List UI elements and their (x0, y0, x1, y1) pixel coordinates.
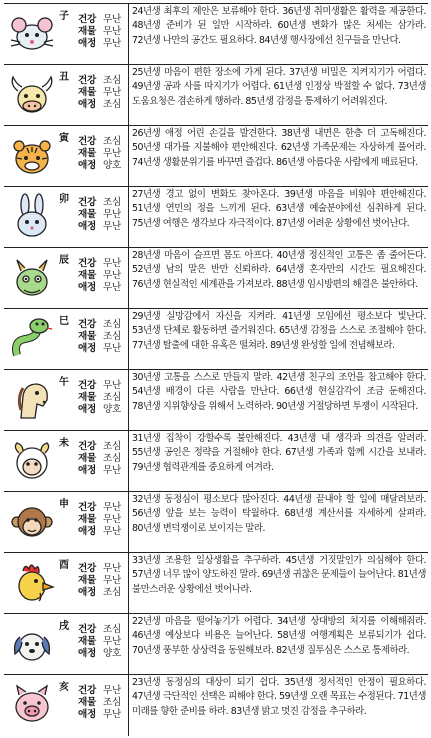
fortune-label-value: 조심 (103, 319, 121, 330)
fortune-label-value: 양호 (103, 404, 121, 416)
fortune-label-value: 무난 (103, 514, 121, 526)
sheep-icon (7, 437, 57, 485)
zodiac-cell (4, 65, 129, 125)
zodiac-row (4, 126, 428, 187)
zodiac-hanja: 巳 (59, 316, 69, 327)
fortune-label-value: 조심 (103, 441, 121, 452)
fortune-label-value: 조심 (103, 392, 121, 404)
zodiac-cell (4, 675, 129, 736)
fortune-label-name: 건강 (78, 624, 96, 635)
fortune-label-row (78, 75, 128, 87)
fortune-label-name: 애정 (78, 282, 96, 294)
rabbit-icon (7, 193, 57, 241)
fortune-label-value: 무난 (103, 148, 121, 160)
fortune-labels (78, 75, 128, 112)
fortune-label-name: 애정 (78, 526, 96, 538)
fortune-label-row (78, 441, 128, 453)
fortune-label-row (78, 587, 128, 599)
zodiac-cell (4, 248, 129, 308)
fortune-label-name: 애정 (78, 221, 96, 233)
fortune-text: 33년생 조용한 일상생활을 추구하라. 45년생 거짓말인가 의심해야 한다. 57년생 너무 많이 양도하진 말라. 69년생 귀찮은 문제들이 늘어난다. 81년생 불만스러운 상황에선 벗어나라. (132, 555, 426, 595)
fortune-text: 30년생 고통을 스스로 만들지 말라. 42년생 친구의 조언을 참고해야 한다. 54년생 배경이 다른 사람을 만난다. 66년생 현실감각이 조금 둔해진다. 78년생 지위향상을 위해서 노력하라. 90년생 거절당하면 투쟁이 시작된다. (132, 372, 426, 412)
zodiac-cell (4, 492, 129, 552)
fortune-label-value: 조심 (103, 587, 121, 599)
zodiac-hanja: 寅 (59, 133, 69, 144)
monkey-icon (7, 498, 57, 546)
zodiac-cell (4, 126, 129, 186)
fortune-label-row (78, 221, 128, 233)
fortune-label-value: 무난 (103, 38, 121, 50)
fortune-text: 27년생 경고 없이 변화도 찾아온다. 39년생 마음을 비워야 편안해진다. 51년생 연민의 정을 느끼게 된다. 63년생 예술분야에선 심취하게 된다. 75년생 여행은 생각보다 자극적이다. 87년생 어려운 상황에선 벗어난다. (132, 189, 426, 229)
fortune-label-name: 건강 (78, 319, 96, 330)
zodiac-cell (4, 553, 129, 613)
fortune-labels (78, 319, 128, 356)
zodiac-hanja: 卯 (59, 194, 69, 205)
zodiac-cell (4, 187, 129, 247)
fortune-text: 29년생 실망감에서 자신을 지켜라. 41년생 모임에선 평소보다 빛난다. 53년생 단체로 활동하면 즐거워진다. 65년생 감정을 스스로 조절해야 한다. 77년생 탈출에 대한 유혹은 떨쳐라. 89년생 완성할 일에 전념해보라. (132, 311, 426, 351)
fortune-labels (78, 14, 128, 51)
fortune-label-name: 재물 (78, 148, 96, 160)
fortune-label-row (78, 380, 128, 392)
fortune-labels (78, 136, 128, 173)
zodiac-row (4, 431, 428, 492)
zodiac-row (4, 675, 428, 736)
fortune-label-row (78, 319, 128, 331)
fortune-label-row (78, 160, 128, 172)
fortune-label-name: 재물 (78, 26, 96, 38)
fortune-label-row (78, 14, 128, 26)
fortune-label-value: 무난 (103, 380, 121, 391)
zodiac-fortune-table (4, 3, 428, 735)
fortune-labels (78, 563, 128, 600)
zodiac-row (4, 65, 428, 126)
zodiac-hanja: 午 (59, 377, 69, 388)
fortune-label-value: 조심 (103, 453, 121, 465)
zodiac-cell (4, 431, 129, 491)
zodiac-row (4, 553, 428, 614)
fortune-label-row (78, 136, 128, 148)
fortune-label-name: 재물 (78, 575, 96, 587)
rat-icon (7, 10, 57, 58)
zodiac-hanja: 戌 (59, 621, 69, 632)
fortune-label-row (78, 392, 128, 404)
fortune-label-value: 조심 (103, 99, 121, 111)
fortune-label-value: 무난 (103, 563, 121, 574)
zodiac-hanja: 未 (59, 438, 69, 449)
fortune-label-name: 건강 (78, 563, 96, 574)
fortune-label-row (78, 270, 128, 282)
fortune-label-value: 무난 (103, 282, 121, 294)
fortune-label-value: 양호 (103, 648, 121, 660)
fortune-label-row (78, 343, 128, 355)
fortune-label-name: 애정 (78, 343, 96, 355)
zodiac-hanja: 丑 (59, 72, 69, 83)
fortune-label-name: 건강 (78, 258, 96, 269)
fortune-label-name: 재물 (78, 453, 96, 465)
fortune-label-name: 건강 (78, 136, 96, 147)
fortune-label-name: 건강 (78, 380, 96, 391)
fortune-label-row (78, 624, 128, 636)
fortune-label-name: 재물 (78, 636, 96, 648)
fortune-label-name: 건강 (78, 685, 96, 696)
fortune-label-row (78, 526, 128, 538)
ox-icon (7, 71, 57, 119)
fortune-label-row (78, 331, 128, 343)
fortune-label-name: 재물 (78, 209, 96, 221)
zodiac-row (4, 614, 428, 675)
fortune-label-row (78, 282, 128, 294)
fortune-label-row (78, 87, 128, 99)
fortune-label-value: 조심 (103, 75, 121, 86)
fortune-label-name: 애정 (78, 587, 96, 599)
zodiac-row (4, 492, 428, 553)
fortune-label-row (78, 685, 128, 697)
fortune-label-name: 애정 (78, 709, 96, 721)
fortune-label-value: 무난 (103, 14, 121, 25)
fortune-text: 32년생 동정심이 평소보다 많아진다. 44년생 끝내야 할 일에 매달려보라. 56년생 앞을 보는 능력이 탁월하다. 68년생 계산서를 자세하게 살펴라. 80년생 변덕쟁이로 보이지는 말라. (132, 494, 426, 534)
fortune-text: 31년생 집착이 강할수록 불안해진다. 43년생 내 생각과 의견을 알려라. 55년생 공인은 정략을 거절해야 한다. 67년생 가족과 함께 시간을 보내라. 79년생 협력관계를 중요하게 여겨라. (132, 433, 426, 473)
fortune-label-row (78, 197, 128, 209)
fortune-label-value: 무난 (103, 465, 121, 477)
horse-icon (7, 376, 57, 424)
fortune-label-value: 조심 (103, 331, 121, 343)
zodiac-row (4, 187, 428, 248)
fortune-labels (78, 380, 128, 417)
fortune-label-row (78, 563, 128, 575)
fortune-label-row (78, 709, 128, 721)
fortune-labels (78, 441, 128, 478)
dog-icon (7, 620, 57, 668)
zodiac-hanja: 辰 (59, 255, 69, 266)
fortune-label-value: 조심 (103, 136, 121, 147)
fortune-label-row (78, 38, 128, 50)
zodiac-row (4, 4, 428, 65)
fortune-label-value: 조심 (103, 197, 121, 208)
fortune-label-name: 재물 (78, 514, 96, 526)
fortune-label-name: 애정 (78, 160, 96, 172)
fortune-label-name: 재물 (78, 392, 96, 404)
fortune-label-row (78, 648, 128, 660)
fortune-label-value: 무난 (103, 258, 121, 269)
fortune-text: 28년생 마음이 슬프면 몸도 아프다. 40년생 정신적인 고통은 좀 줄어든다. 52년생 남의 말은 반만 신뢰하라. 64년생 혼자만의 시간도 필요해진다. 76년생 현실적인 세계관을 가져보라. 88년생 임시방편의 해결은 불안하다. (132, 250, 426, 290)
fortune-label-row (78, 575, 128, 587)
fortune-label-name: 건강 (78, 441, 96, 452)
zodiac-cell (4, 309, 129, 369)
fortune-label-name: 재물 (78, 331, 96, 343)
fortune-labels (78, 258, 128, 295)
fortune-label-row (78, 697, 128, 709)
fortune-label-name: 건강 (78, 75, 96, 86)
snake-icon (7, 315, 57, 363)
fortune-label-name: 애정 (78, 404, 96, 416)
fortune-label-value: 조심 (103, 624, 121, 635)
fortune-label-row (78, 636, 128, 648)
fortune-label-row (78, 465, 128, 477)
zodiac-row (4, 309, 428, 370)
fortune-label-name: 건강 (78, 14, 96, 25)
fortune-label-row (78, 514, 128, 526)
fortune-label-value: 무난 (103, 209, 121, 221)
fortune-text: 24년생 최후의 제안은 보류해야 한다. 36년생 취미생활은 활력을 제공한다. 48년생 준비가 된 일만 시작하라. 60년생 변화가 많은 처세는 삼가라. 72년생 나만의 공간도 필요하다. 84년생 행사장에선 친구들을 만난다. (132, 6, 426, 46)
zodiac-hanja: 申 (59, 499, 69, 510)
fortune-label-name: 재물 (78, 270, 96, 282)
fortune-label-row (78, 258, 128, 270)
fortune-label-name: 재물 (78, 697, 96, 709)
zodiac-cell (4, 370, 129, 430)
fortune-label-name: 애정 (78, 99, 96, 111)
fortune-label-row (78, 453, 128, 465)
fortune-label-row (78, 148, 128, 160)
fortune-label-row (78, 404, 128, 416)
fortune-labels (78, 502, 128, 539)
zodiac-hanja: 子 (59, 11, 69, 22)
fortune-label-value: 무난 (103, 526, 121, 538)
fortune-label-name: 재물 (78, 87, 96, 99)
zodiac-row (4, 248, 428, 309)
pig-icon (7, 681, 57, 729)
fortune-labels (78, 624, 128, 661)
fortune-label-row (78, 502, 128, 514)
dragon-icon (7, 254, 57, 302)
fortune-label-name: 건강 (78, 197, 96, 208)
zodiac-cell (4, 4, 129, 64)
rooster-icon (7, 559, 57, 607)
fortune-label-value: 무난 (103, 343, 121, 355)
fortune-label-value: 무난 (103, 709, 121, 721)
fortune-text: 23년생 동정심의 대상이 되기 쉽다. 35년생 정서적인 안정이 필요하다. 47년생 극단적인 선택은 피해야 한다. 59년생 오랜 목표는 수정된다. 71년생 미래를 향한 준비를 하라. 83년생 밝고 멋진 감정을 추구하라. (132, 677, 426, 717)
fortune-labels (78, 685, 128, 722)
fortune-label-value: 무난 (103, 575, 121, 587)
fortune-label-value: 조심 (103, 697, 121, 709)
fortune-text: 26년생 애정 어린 손길을 발견한다. 38년생 내면은 한층 더 고독해진다. 50년생 대가를 지불해야 편안해진다. 62년생 가족문제는 자상하게 풀어라. 74년생 생활분위기를 바꾸면 즐겁다. 86년생 아름다운 사람에게 매료된다. (132, 128, 426, 168)
zodiac-hanja: 亥 (59, 682, 69, 693)
fortune-label-row (78, 26, 128, 38)
fortune-text: 25년생 마음이 편한 장소에 가게 된다. 37년생 비밀은 지켜지기가 어렵다. 49년생 공과 사를 따지기가 어렵다. 61년생 인정상 박절할 수 없다. 73년생 도움요청은 겸손하게 행하라. 85년생 감정을 통제하기 어려워진다. (132, 67, 426, 107)
fortune-label-value: 무난 (103, 270, 121, 282)
fortune-label-value: 무난 (103, 636, 121, 648)
zodiac-hanja: 酉 (59, 560, 69, 571)
fortune-label-value: 무난 (103, 685, 121, 696)
zodiac-cell (4, 614, 129, 674)
fortune-label-name: 애정 (78, 38, 96, 50)
fortune-label-name: 애정 (78, 465, 96, 477)
fortune-label-name: 애정 (78, 648, 96, 660)
fortune-label-row (78, 209, 128, 221)
fortune-labels (78, 197, 128, 234)
zodiac-row (4, 370, 428, 431)
fortune-label-row (78, 99, 128, 111)
tiger-icon (7, 132, 57, 180)
fortune-label-value: 무난 (103, 87, 121, 99)
fortune-label-value: 양호 (103, 160, 121, 172)
fortune-label-value: 무난 (103, 502, 121, 513)
fortune-label-name: 건강 (78, 502, 96, 513)
fortune-text: 22년생 마음을 떨어놓기가 어렵다. 34년생 상대방의 처지를 이해해줘라. 46년생 예상보다 비용은 늘어난다. 58년생 여행계획은 보류되기가 쉽다. 70년생 풍부한 상상력을 동원해보라. 82년생 질투심은 스스로 통제하라. (132, 616, 426, 656)
fortune-label-value: 무난 (103, 221, 121, 233)
fortune-label-value: 무난 (103, 26, 121, 38)
